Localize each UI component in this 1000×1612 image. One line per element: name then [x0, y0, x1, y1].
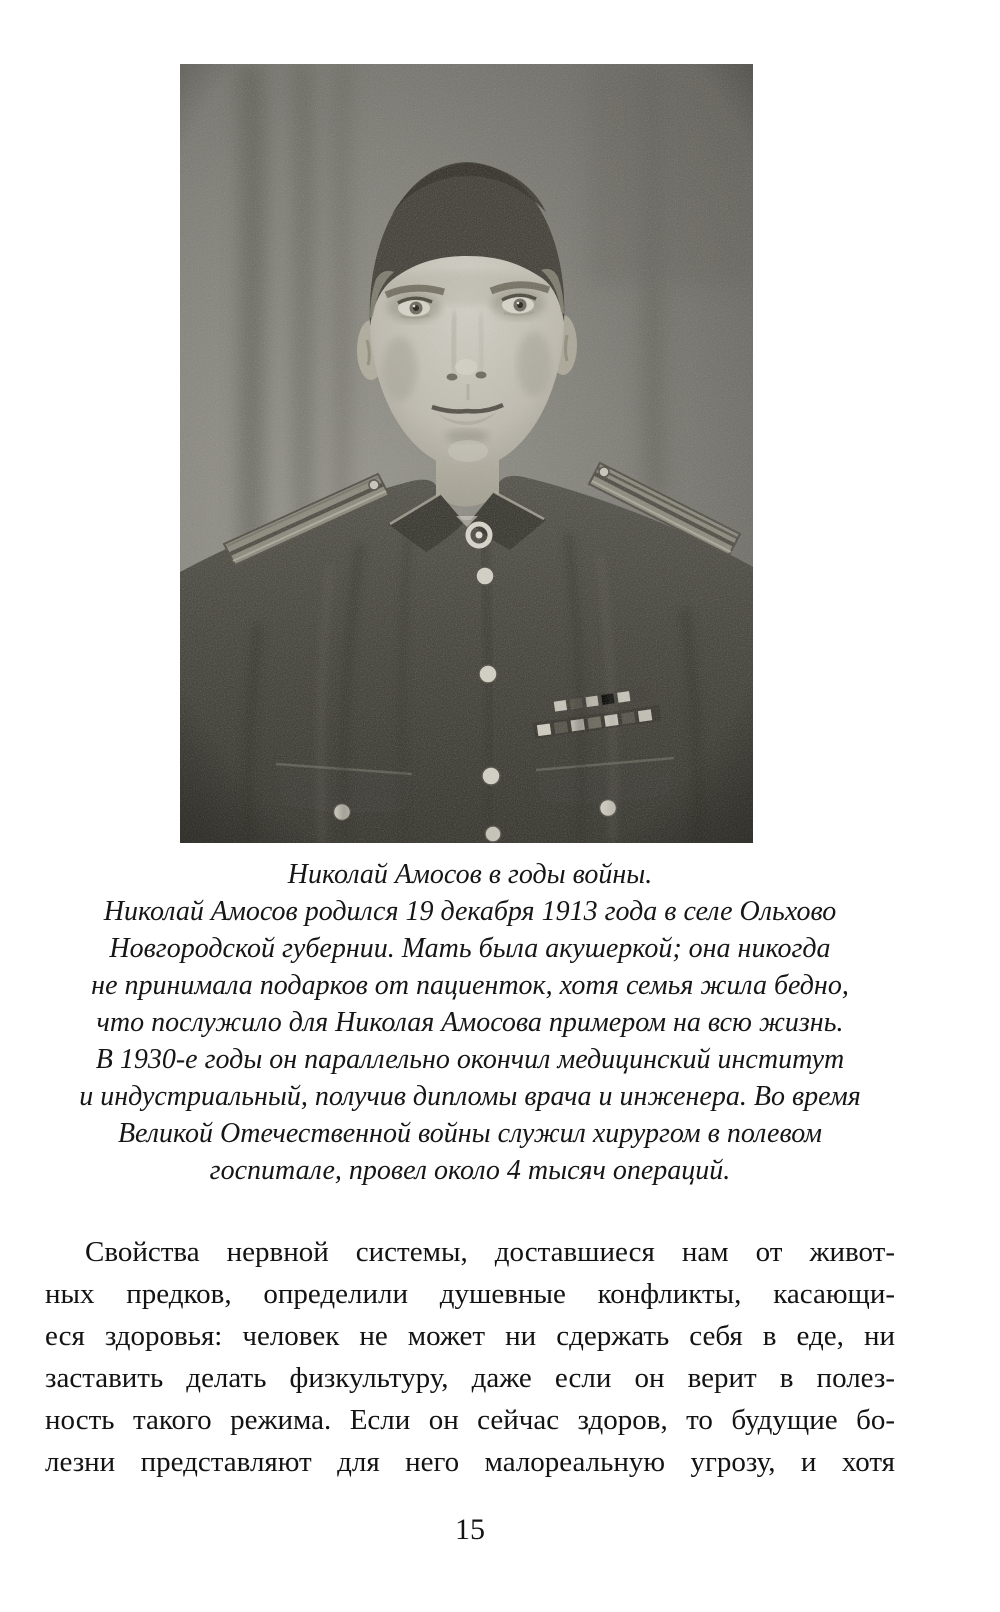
page-number: 15: [455, 1513, 485, 1546]
body-line: заставить делать физкультуру, даже если он верит в полез-: [45, 1362, 895, 1394]
body-line: Свойства нервной системы, доставшиеся нам от живот-: [85, 1236, 895, 1268]
portrait-photo-graphic: [180, 64, 753, 843]
body-line: ных предков, определили душевные конфликты, касающи-: [45, 1278, 895, 1310]
caption-line: не принимала подарков от пациенток, хотя семья жила бедно,: [91, 970, 849, 1001]
caption-line: что послужило для Николая Амосова примером на всю жизнь.: [96, 1007, 844, 1038]
caption-line: госпитале, провел около 4 тысяч операций.: [209, 1155, 731, 1186]
body-paragraph: [45, 1231, 895, 1483]
caption-line: и индустриальный, получив дипломы врача и инженера. Во время: [79, 1081, 861, 1112]
caption-line: Николай Амосов родился 19 декабря 1913 года в селе Ольхово: [103, 896, 837, 927]
caption-line: Новгородской губернии. Мать была акушеркой; она никогда: [109, 933, 831, 964]
caption-line: Николай Амосов в годы войны.: [287, 859, 653, 890]
caption-line: В 1930-е годы он параллельно окончил медицинский институт: [95, 1044, 845, 1075]
body-line: лезни представляют для него малореальную угрозу, и хотя: [45, 1446, 895, 1478]
body-line: ность такого режима. Если он сейчас здоров, то будущие бо-: [45, 1404, 895, 1436]
portrait-photo: [180, 64, 753, 843]
photo-caption: [45, 856, 895, 1189]
caption-line: Великой Отечественной войны служил хирургом в полевом: [117, 1118, 823, 1149]
body-line: еся здоровья: человек не может ни сдержать себя в еде, ни: [45, 1320, 895, 1352]
